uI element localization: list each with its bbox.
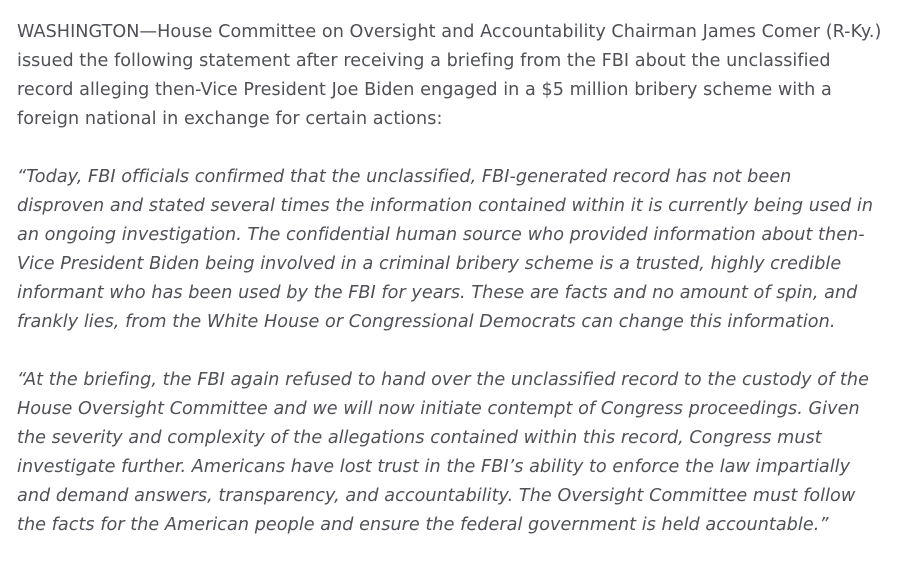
statement-quote-paragraph: “Today, FBI officials confirmed that the unclassified, FBI-generated record has not been disproven and stated several times the information contained within it is currently being used in an ongoing investigation. The confidential human source who provided information about then-Vice President Biden being involved in a criminal bribery scheme is a trusted, highly credible informant who has been used by the FBI for years. These are facts and no amount of spin, and frankly lies, from the White House or Congressional Democrats can change this information. [17, 167, 874, 332]
intro-paragraph: WASHINGTON—House Committee on Oversight and Accountability Chairman James Comer (R-Ky.) issued the following statement after receiving a briefing from the FBI about the unclassified record alleging then-Vice President Joe Biden engaged in a $5 million bribery scheme with a foreign national in exchange for certain actions: [17, 22, 882, 129]
press-release-body [17, 18, 883, 540]
statement-quote-paragraph: “At the briefing, the FBI again refused to hand over the unclassified record to the custody of the House Oversight Committee and we will now initiate contempt of Congress proceedings. Given the severity and complexity of the allegations contained within this record, Congress must investigate further. Americans have lost trust in the FBI’s ability to enforce the law impartially and demand answers, transparency, and accountability. The Oversight Committee must follow the facts for the American people and ensure the federal government is held accountable.” [17, 370, 869, 535]
